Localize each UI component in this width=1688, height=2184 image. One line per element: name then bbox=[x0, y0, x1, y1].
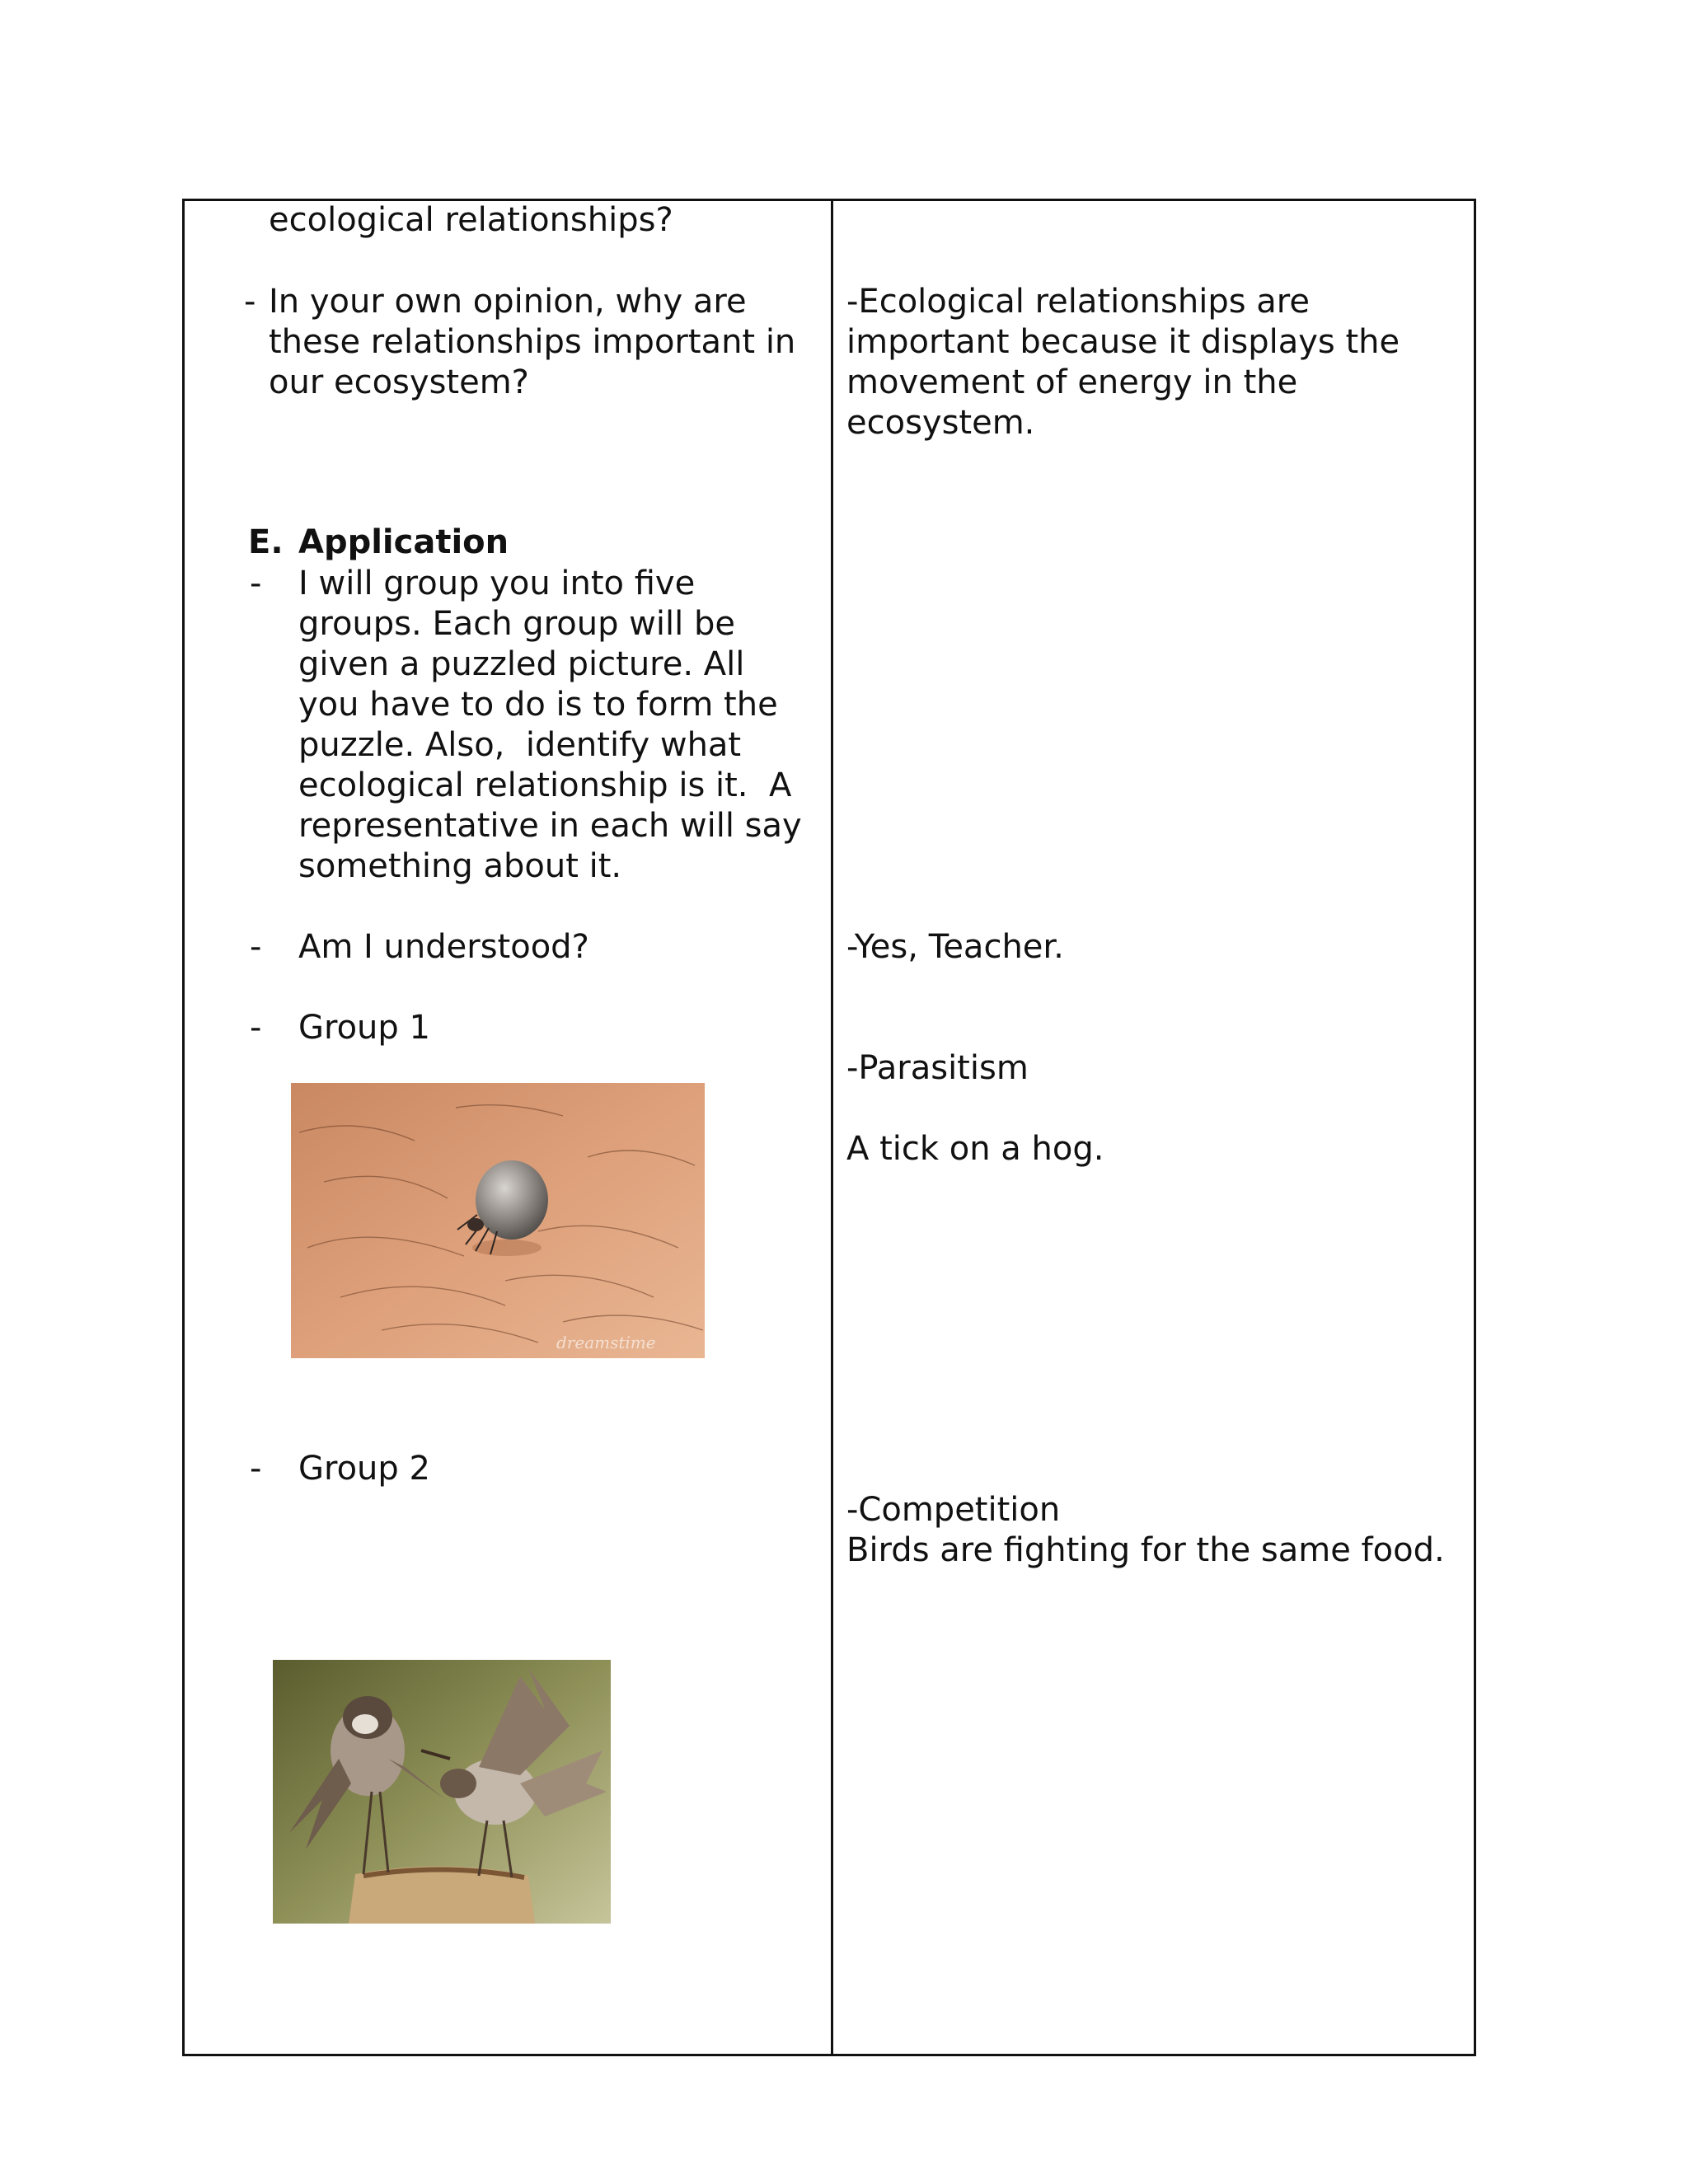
opinion-answer-line-3: movement of energy in the bbox=[846, 363, 1298, 401]
sparrows-photo-icon bbox=[273, 1660, 611, 1924]
svg-text:dreamstime: dreamstime bbox=[556, 1333, 656, 1352]
instructions-line-6: ecological relationship is it. A bbox=[298, 766, 792, 804]
check-question-bullet: - bbox=[250, 928, 262, 966]
group2-bullet: - bbox=[250, 1450, 262, 1488]
instructions-bullet: - bbox=[250, 565, 262, 602]
opinion-question-line-2: these relationships important in bbox=[269, 323, 796, 361]
group1-relationship: -Parasitism bbox=[846, 1049, 1029, 1087]
instructions-line-7: representative in each will say bbox=[298, 807, 802, 845]
opinion-question-line-1: In your own opinion, why are bbox=[269, 283, 747, 321]
group1-label: Group 1 bbox=[298, 1009, 430, 1047]
tick-on-skin-photo bbox=[291, 1083, 705, 1358]
sparrows-fighting-photo bbox=[273, 1660, 611, 1924]
section-title: Application bbox=[298, 523, 509, 561]
opinion-question-bullet: - bbox=[244, 283, 256, 321]
previous-question-end: ecological relationships? bbox=[269, 201, 673, 239]
opinion-answer-line-2: important because it displays the bbox=[846, 323, 1400, 361]
section-letter: E. bbox=[248, 523, 284, 561]
instructions-line-4: you have to do is to form the bbox=[298, 686, 778, 724]
group1-bullet: - bbox=[250, 1009, 262, 1047]
check-question: Am I understood? bbox=[298, 928, 589, 966]
opinion-answer-line-4: ecosystem. bbox=[846, 404, 1035, 442]
group2-description: Birds are fighting for the same food. bbox=[846, 1531, 1445, 1569]
group2-relationship: -Competition bbox=[846, 1491, 1061, 1529]
instructions-line-8: something about it. bbox=[298, 847, 622, 885]
instructions-line-1: I will group you into five bbox=[298, 565, 696, 602]
instructions-line-2: groups. Each group will be bbox=[298, 605, 735, 643]
column-divider bbox=[831, 201, 833, 2054]
check-answer: -Yes, Teacher. bbox=[846, 928, 1064, 966]
tick-photo-icon bbox=[291, 1083, 705, 1358]
group1-description: A tick on a hog. bbox=[846, 1130, 1104, 1168]
opinion-question-line-3: our ecosystem? bbox=[269, 363, 529, 401]
instructions-line-5: puzzle. Also, identify what bbox=[298, 726, 742, 764]
group2-label: Group 2 bbox=[298, 1450, 430, 1488]
instructions-line-3: given a puzzled picture. All bbox=[298, 645, 745, 683]
opinion-answer-line-1: -Ecological relationships are bbox=[846, 283, 1310, 321]
